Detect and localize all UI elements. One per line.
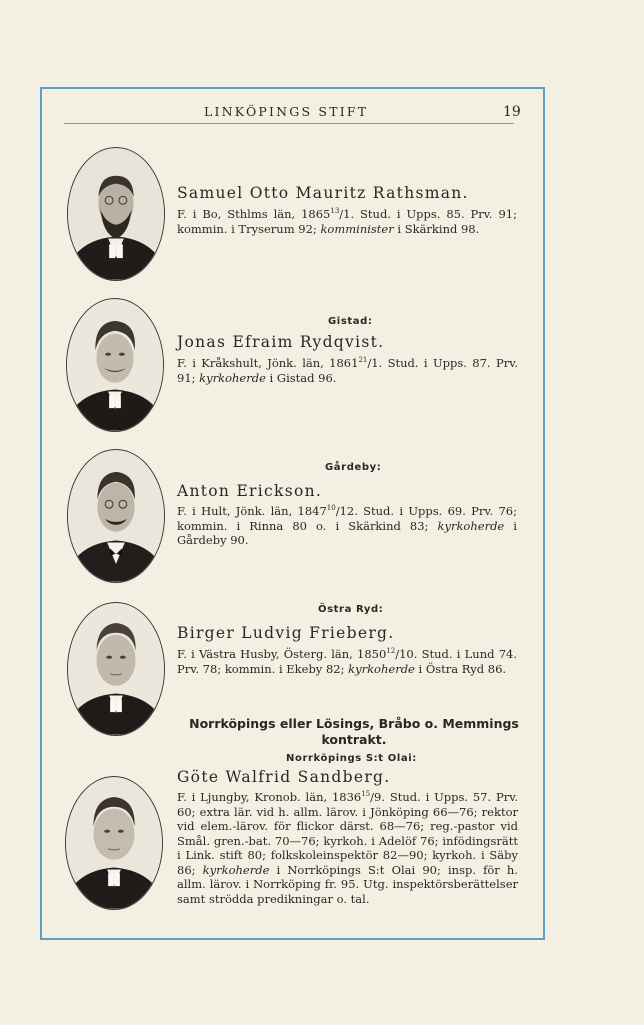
running-head: LINKÖPINGS STIFT xyxy=(204,104,369,119)
entry-bio: F. i Kråkshult, Jönk. län, 1861$^{21}$/1. Stud. i Upps. 87. Prv. 91; kyrkoherde i Gistad 96. xyxy=(177,356,518,385)
parish-heading: Östra Ryd: xyxy=(318,604,384,615)
portrait-sandberg xyxy=(65,776,163,910)
parish-heading: Gistad: xyxy=(328,316,373,327)
header-rule xyxy=(64,123,514,124)
portrait-rydqvist xyxy=(66,298,164,432)
entry-name: Samuel Otto Mauritz Rathsman. xyxy=(177,184,469,202)
portrait-erickson xyxy=(67,449,165,583)
section-title: Norrköpings eller Lösings, Bråbo o. Memmings kontrakt. xyxy=(189,716,519,747)
parish-heading: Norrköpings S:t Olai: xyxy=(286,753,417,764)
entry-name: Birger Ludvig Frieberg. xyxy=(177,624,395,642)
entry-name: Anton Erickson. xyxy=(177,482,323,500)
page-number: 19 xyxy=(503,104,521,120)
entry-bio: F. i Ljungby, Kronob. län, 1836$^{15}$/9. Stud. i Upps. 57. Prv. 60; extra lär. vid h. allm. lärov. i Jönköping 66—76; rektor vid elem.-lärov. för flickor därst. 68—76; reg.-pastor vid Smål. gren.-bat. 70—76; kyrkoh. i Adelöf 76; infödingsrätt i Link. stift 80; folkskoleinspektör 82—90; kyrkoh. i Säby 86; kyrkoherde i Norrköpings S:t Olai 90; insp. för h. allm. lärov. i Norrköping fr. 95. Utg. inspektörsberättelser samt strödda predikningar o. tal. xyxy=(177,790,519,906)
entry-bio: F. i Västra Husby, Österg. län, 1850$^{12}$/10. Stud. i Lund 74. Prv. 78; kommin. i Ekeby 82; kyrkoherde i Östra Ryd 86. xyxy=(177,647,517,676)
portrait-frieberg xyxy=(67,602,165,736)
entry-bio: F. i Bo, Sthlms län, 1865$^{13}$/1. Stud. i Upps. 85. Prv. 91; kommin. i Tryserum 92; komminister i Skärkind 98. xyxy=(177,207,517,236)
entry-name: Jonas Efraim Rydqvist. xyxy=(177,333,385,351)
parish-heading: Gårdeby: xyxy=(325,462,382,473)
portrait-rathsman xyxy=(67,147,165,281)
entry-name: Göte Walfrid Sandberg. xyxy=(177,768,391,786)
entry-bio: F. i Hult, Jönk. län, 1847$^{10}$/12. Stud. i Upps. 69. Prv. 76; kommin. i Rinna 80 o. i Skärkind 83; kyrkoherde i Gårdeby 90. xyxy=(177,504,517,547)
